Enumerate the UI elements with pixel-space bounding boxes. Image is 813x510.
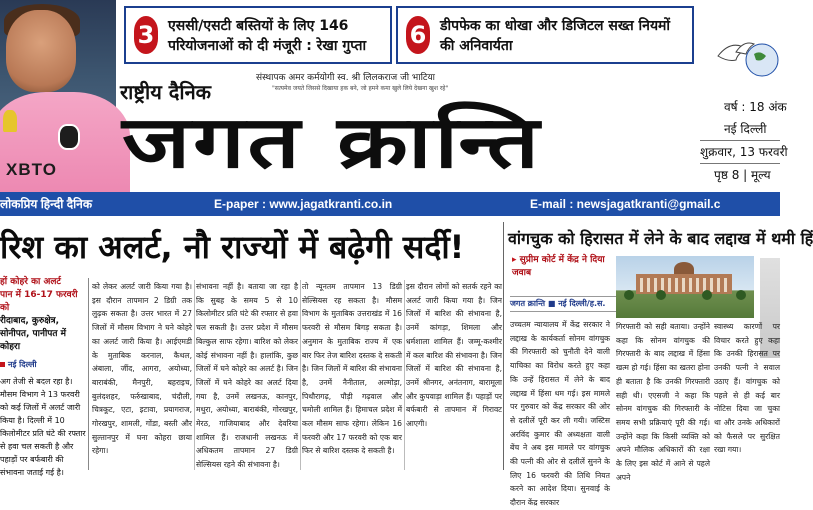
dove-globe-icon — [716, 36, 780, 80]
lead-body-column: तो न्यूनतम तापमान 13 डिग्री सेल्सियस रह सकता है। मौसम विभाग के मुताबिक उत्तराखंड में 16 फरवरी से मौसम बिगड़ सकता है। अनुमान के मुताबिक राज्य में एक बार फिर तेज बारिश दस्तक दे सकती है। जिन जिलों में बारिश की संभावना है, उनमें नैनीताल, अल्मोड़ा, पिथौरागढ़, पौड़ी गढ़वाल और चमोली शामिल हैं। हिमाचल प्रदेश में कल मौसम साफ रहेगा। लेकिन 16 फरवरी और 17 फरवरी को एक बार फिर से बारिश दस्तक दे सकती है। — [302, 282, 402, 456]
issue-meta — [700, 96, 788, 186]
teaser-box[interactable] — [396, 6, 694, 64]
lead-headline[interactable]: रिश का अलर्ट, नौ राज्यों में बढ़ेगी सर्दी! — [0, 228, 465, 266]
tree-icon — [736, 290, 746, 300]
issue-page-price: पृष्ठ 8 | मूल्य — [700, 163, 780, 186]
column-divider — [88, 278, 89, 470]
teaser-box[interactable] — [124, 6, 392, 64]
masthead-founder: संस्थापक अमर कर्मयोगी स्व. श्री लिलकराज जी भाटिया — [256, 73, 436, 83]
masthead-kicker: राष्ट्रीय दैनिक — [120, 80, 212, 104]
column-divider — [194, 280, 195, 470]
right-story-column: स्वास्थ्य कारणों पर विचार करते हुए कहा कि उनकी हिरासत पर उनकी पत्नी ने सवाल उठाए हैं। वांगचुक को पहले से ही कई बार नोटिस दिया जा चुका था और उनके अधिकारों को फैसले पर सुरक्षित रखा गया। — [714, 322, 780, 455]
issue-city: नई दिल्ली — [724, 122, 767, 136]
supreme-court-photo — [616, 256, 754, 318]
lead-body-column: को लेकर अलर्ट जारी किया गया है। इस दौरान तापमान 2 डिग्री तक लुढ़क सकता है। उत्तर भारत में 27 जिलों में मौसम विभाग ने घने कोहरे का अलर्ट जारी किया है। आईएमडी के मुताबिक करनाल, कैथल, अंबाला, जींद, आगरा, अयोध्या, बाराबंकी, मैनपुरी, बहराइच, बुलंदशहर, फर्रुखाबाद, चंदौली, चित्रकूट, एटा, इटावा, प्रयागराज, गोरखपुर, शामली, गोंडा, बस्ती और सुल्तानपुर में घना कोहरा छाया रहेगा। — [92, 282, 192, 456]
right-story-subhead: ▸ सुप्रीम कोर्ट में केंद्र ने दिया जवाब — [512, 254, 622, 280]
right-story-dateline: जगत क्रान्ति ■ नई दिल्ली/ह.स. — [510, 296, 622, 312]
lead-body-column: संभावना नहीं है। बताया जा रहा है कि सुबह के समय 5 से 10 किलोमीटर प्रति घंटे की रफ्तार से हवा चल सकती है। उत्तर प्रदेश में मौसम बिल्कुल साफ रहेगा। बारिश को लेकर कोई संभावना नहीं है। हालांकि, कुछ जिलों में घने कोहरे का अलर्ट है। जिन जिलों में घने कोहरे का अलर्ट दिया गया है, उनमें लखनऊ, कानपुर, मथुरा, अयोध्या, बाराबंकी, गोरखपुर, मेरठ, गाजियाबाद और देवरिया शामिल हैं। राजधानी लखनऊ में अधिकतम तापमान 27 डिग्री सेल्सियस रहने की संभावना है। — [196, 282, 298, 470]
tree-icon — [702, 290, 712, 300]
masthead-motto: "सत्यमेव जयते जिससे दिखाया हक बने, जो हमने कमा खुले लिये देखना खुश रहे" — [272, 85, 449, 92]
tree-icon — [656, 290, 666, 300]
right-story-column: उच्चतम न्यायालय में केंद्र सरकार ने लद्दाख के कार्यकर्ता सोनम वांगचुक की गिरफ्तारी को चुनौती देने वाली याचिका का विरोध करते हुए कहा कि उन्हें हिरासत में लेने के बाद लद्दाख में हिंसा थम गई। इस मामले पर गुरुवार को केंद्र सरकार की ओर से दलीलें पूरी कर ली गयी। जस्टिस अरविंद कुमार की अध्यक्षता वाली बेंच ने अब इस मामले पर वांगचुक की पत्नी की ओर से दलीलें सुनने के लिए 16 फरवरी की तिथि नियत करने का आदेश दिया। सुनवाई के दौरान केंद्र सरकार — [510, 320, 610, 508]
sponsor-text: XBTO — [6, 160, 57, 179]
sidebar-subhead: रीदाबाद, कुरुक्षेत्र, सोनीपत, पानीपत में कोहरा — [0, 316, 67, 352]
issue-year: वर्ष : 18 अंक — [724, 100, 787, 114]
column-divider — [404, 280, 405, 470]
tree-icon — [624, 290, 634, 300]
email-link[interactable]: E-mail : newsjagatkranti@gmail.c — [530, 197, 721, 211]
newspaper-title: जगत क्रान्ति — [122, 99, 542, 184]
lead-body-column: इस दौरान लोगों को सतर्क रहने का अलर्ट जारी किया गया है। जिन जिलों में बारिश की संभावना है, उनमें कांगड़ा, शिमला और धर्मशाला शामिल हैं। जम्मू-कश्मीर में कल बारिश की संभावना है। जिन जिलों में बारिश की संभावना है, उनमें श्रीनगर, अनंतनाग, बारामूला और कुपवाड़ा शामिल हैं। पहाड़ों पर बर्फबारी से तापमान में गिरावट आएगी। — [406, 282, 502, 429]
court-columns — [640, 278, 728, 292]
issue-date: शुक्रवार, 13 फरवरी — [700, 140, 780, 163]
teaser-page-number: 3 — [134, 16, 158, 54]
ribbon-icon — [3, 110, 17, 132]
sidebar-subhead: हों कोहरे का अलर्ट — [0, 277, 61, 287]
right-story-headline[interactable]: वांगचुक को हिरासत में लेने के बाद लद्दाख में थमी हिं — [508, 229, 813, 248]
epaper-link[interactable]: E-paper : www.jagatkranti.co.in — [214, 197, 393, 211]
sidebar-subhead: पान में 16-17 फरवरी को — [0, 290, 78, 313]
info-bar — [0, 192, 780, 216]
masthead-photo — [0, 0, 116, 192]
sidebar-dateline: नई दिल्ली — [0, 358, 86, 371]
right-story-column: गिरफ्तारी को सही बताया। उन्होंने कहा कि सोनम वांगचुक की गिरफ्तारी के बाद लद्दाख में हिंसा खत्म हो गई। हिंसा का खतरा होना ही बताता है कि उनकी गिरफ्तारी सही थी। एएसजी ने कहा कि सोनम वांगचुक की गिरफ्तारी के समय सभी प्रक्रियाएं पूरी की गई। उन्होंने कहा कि किसी व्यक्ति को अपने मौलिक अधिकारों की रक्षा के लिए इस कोर्ट में आने से पहले अपने — [616, 322, 710, 482]
photo-face — [6, 10, 76, 92]
club-crest-icon — [58, 124, 80, 150]
column-divider — [300, 280, 301, 470]
teaser-text: एससी/एसटी बस्तियों के लिए 146 परियोजनाओं को दी मंजूरी : रेखा गुप्ता — [168, 18, 367, 54]
teaser-text: डीपफेक का धोखा और डिजिटल सख्त नियमों की अनिवार्यता — [440, 18, 671, 54]
masthead-brand — [120, 70, 690, 192]
lead-sidebar — [0, 276, 86, 477]
paper-tagline: लोकप्रिय हिन्दी दैनिक — [0, 197, 93, 211]
column-divider — [503, 222, 504, 470]
sidebar-body: अग तेजी से बदल रहा है। मौसम विभाग ने 13 फरवरी को कई जिलों में अलर्ट जारी किया है। दिल्ली में 10 किलोमीटर प्रति घंटे की रफ्तार से हवा चल सकती है और पहाड़ों पर बर्फबारी की संभावना जताई गई है। — [0, 377, 86, 477]
teaser-page-number: 6 — [406, 16, 430, 54]
